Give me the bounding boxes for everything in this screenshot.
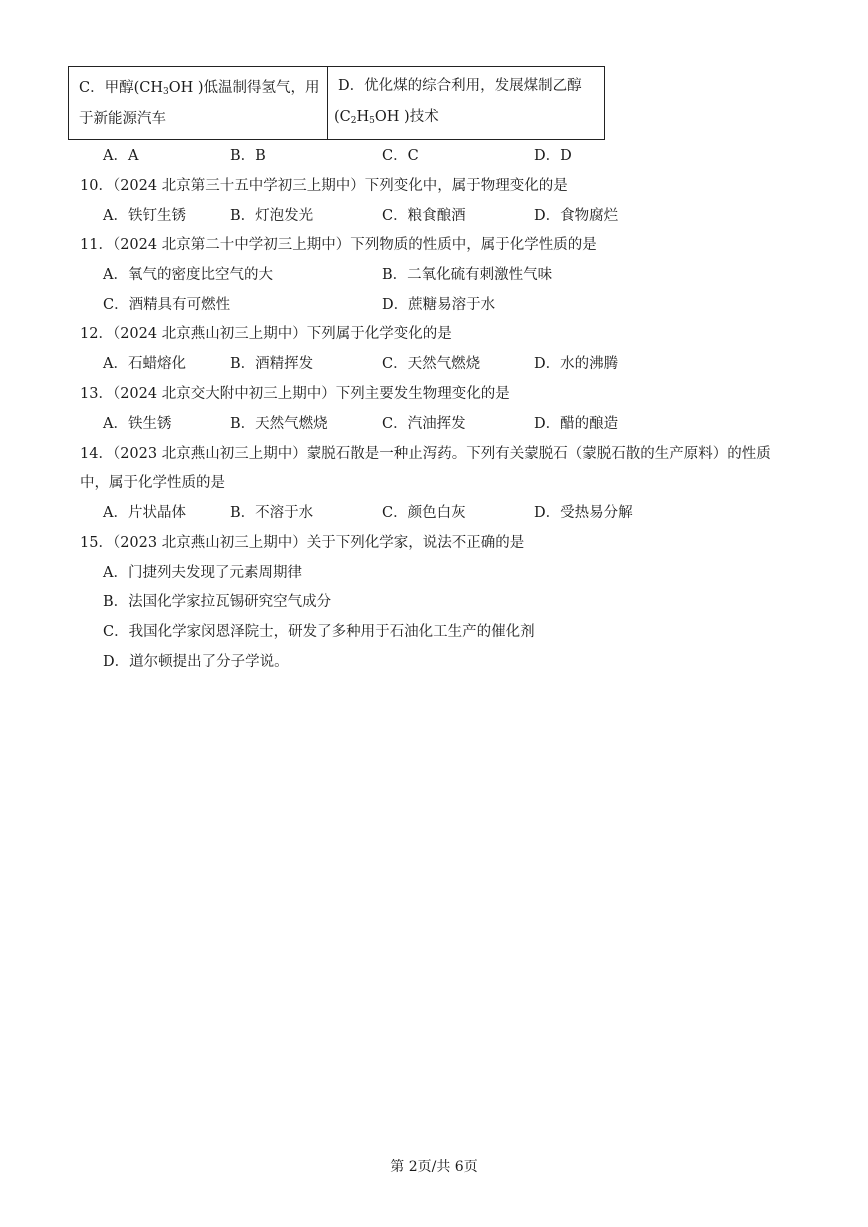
q14-stem-line2: 中，属于化学性质的是	[80, 475, 225, 491]
q10-stem: 10．（2024 北京第三十五中学初三上期中）下列变化中，属于物理变化的是	[80, 178, 568, 194]
q10-option-d: D．食物腐烂	[534, 208, 619, 224]
q15-stem: 15．（2023 北京燕山初三上期中）关于下列化学家，说法不正确的是	[80, 535, 525, 551]
q13-stem: 13．（2024 北京交大附中初三上期中）下列主要发生物理变化的是	[80, 386, 510, 402]
option-table	[68, 66, 605, 140]
q14-option-b: B．不溶于水	[230, 505, 314, 521]
q15-option-a: A．门捷列夫发现了元素周期律	[103, 565, 302, 581]
q12-stem: 12．（2024 北京燕山初三上期中）下列属于化学变化的是	[80, 326, 452, 342]
q11-option-b: B．二氧化硫有刺激性气味	[382, 267, 553, 283]
q15-option-b: B．法国化学家拉瓦锡研究空气成分	[103, 594, 332, 610]
q12-option-b: B．酒精挥发	[230, 356, 314, 372]
q11-option-d: D．蔗糖易溶于水	[382, 297, 496, 313]
q12-option-c: C．天然气燃烧	[382, 356, 481, 372]
q12-option-d: D．水的沸腾	[534, 356, 619, 372]
q13-option-a: A．铁生锈	[103, 416, 172, 432]
q10-option-c: C．粮食酿酒	[382, 208, 466, 224]
q12-option-a: A．石蜡熔化	[103, 356, 186, 372]
q10-option-a: A．铁钉生锈	[103, 208, 186, 224]
table-cell-c	[69, 67, 328, 139]
page-number-footer: 第 2页/共 6页	[390, 1159, 478, 1175]
cell-d-line1: D．优化煤的综合利用，发展煤制乙醇	[338, 78, 582, 94]
q9-option-c: C．C	[382, 148, 419, 164]
q15-option-d: D．道尔顿提出了分子学说。	[103, 654, 289, 670]
q10-option-b: B．灯泡发光	[230, 208, 314, 224]
q9-option-a: A．A	[103, 148, 139, 164]
q11-option-a: A．氧气的密度比空气的大	[103, 267, 273, 283]
q13-option-b: B．天然气燃烧	[230, 416, 328, 432]
q11-stem: 11．（2024 北京第二十中学初三上期中）下列物质的性质中，属于化学性质的是	[80, 237, 597, 253]
cell-c-line1: C．甲醇($CH_3OH$ )低温制得氢气，用	[79, 80, 320, 97]
q14-option-a: A．片状晶体	[103, 505, 186, 521]
q14-option-d: D．受热易分解	[534, 505, 633, 521]
q14-stem-line1: 14．（2023 北京燕山初三上期中）蒙脱石散是一种止泻药。下列有关蒙脱石（蒙脱石散的生产原料）的性质	[80, 446, 771, 462]
q11-option-c: C．酒精具有可燃性	[103, 297, 231, 313]
cell-c-line2: 于新能源汽车	[79, 111, 166, 127]
cell-d-line2: ($C_2H_5OH$ )技术	[334, 109, 439, 126]
q13-option-c: C．汽油挥发	[382, 416, 466, 432]
table-cell-d	[328, 67, 604, 139]
q9-option-b: B．B	[230, 148, 266, 164]
q13-option-d: D．醋的酿造	[534, 416, 619, 432]
q9-option-d: D．D	[534, 148, 572, 164]
q14-option-c: C．颜色白灰	[382, 505, 466, 521]
q15-option-c: C．我国化学家闵恩泽院士，研发了多种用于石油化工生产的催化剂	[103, 624, 535, 640]
